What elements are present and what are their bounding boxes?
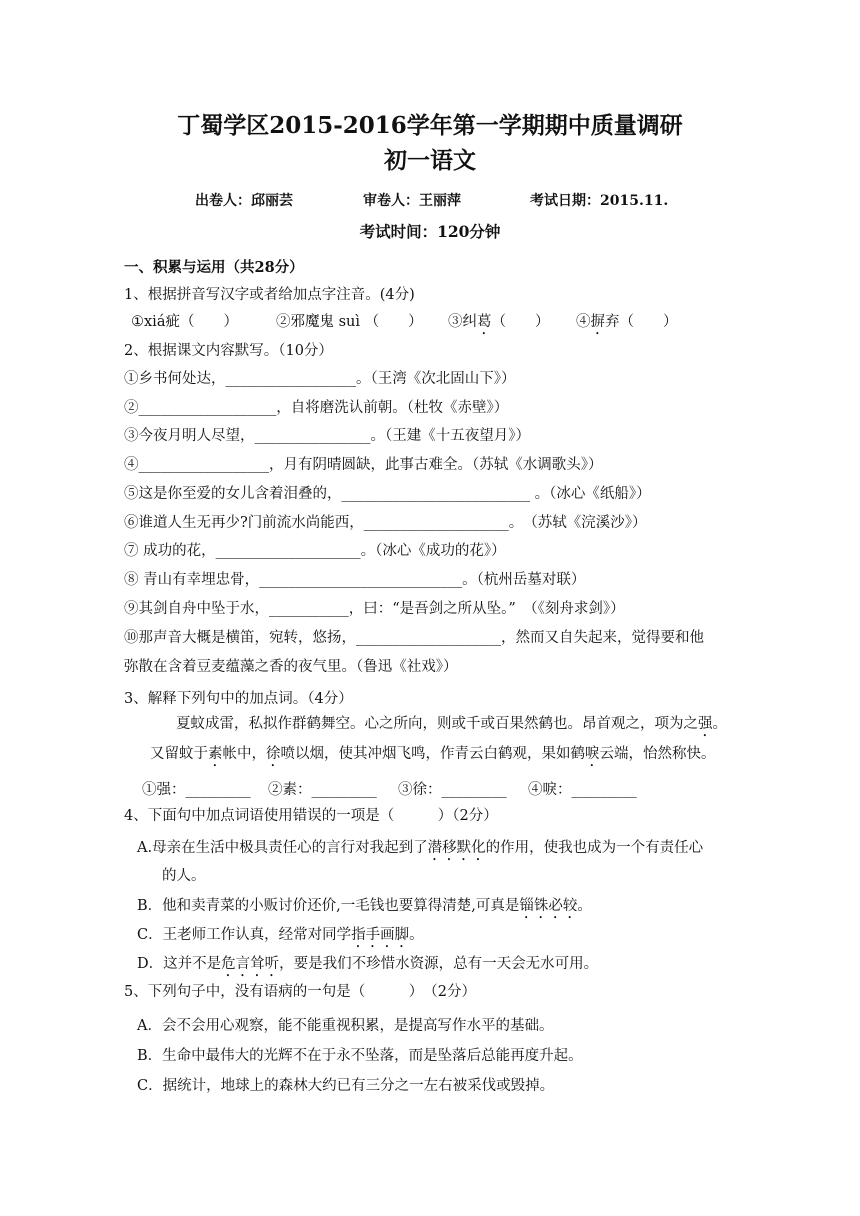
q3-answer-3: ③徐：_________ <box>398 782 507 798</box>
question-5-stem: 5、下列句子中，没有语病的一句是（ ） （2分） <box>124 984 476 1000</box>
q3-passage-line-1: 夏蚊成雷，私拟作群鹤舞空。心之所向，则或千或百果然鹤也。昂首观之，项为之强。 <box>176 716 727 732</box>
exam-subtitle: 初一语文 <box>384 147 476 174</box>
q4-option-a-cont: 的人。 <box>162 868 206 884</box>
q1-item-b: ②邪魔鬼 suì （ ） <box>276 314 423 330</box>
q4-option-a: A.母亲在生活中极具责任心的言行对我起到了潜移默化的作用，使我也成为一个有责任心 <box>137 840 704 856</box>
question-2-stem: 2、根据课文内容默写。（10分） <box>124 343 333 359</box>
exam-time: 考试时间：120分钟 <box>359 222 501 241</box>
q1-item-c: ③纠葛（ ） <box>448 314 550 330</box>
q3-answer-2: ②素：_________ <box>268 782 377 798</box>
q2-line-2: ②___________________，自将磨洗认前朝。（杜牧《赤壁》） <box>124 400 509 416</box>
q2-line-5: ⑤这是你至爱的女儿含着泪叠的，__________________________ 。（冰心《纸船》） <box>124 486 651 502</box>
q4-option-c: C．王老师工作认真，经常对同学指手画脚。 <box>137 927 424 943</box>
q2-line-10b: 弥散在含着豆麦蕴藻之香的夜气里。（鲁迅《社戏》） <box>124 659 458 675</box>
question-3-stem: 3、解释下列句中的加点词。（4分） <box>124 691 353 707</box>
question-4-stem: 4、下面句中加点词语使用错误的一项是（ ）（2分） <box>124 808 498 824</box>
q5-option-a: A．会不会用心观察，能不能重视积累，是提高写作水平的基础。 <box>137 1018 554 1034</box>
q5-option-c: C．据统计，地球上的森林大约已有三分之一左右被采伐或毁掉。 <box>137 1078 555 1094</box>
exam-title: 丁蜀学区2015-2016学年第一学期期中质量调研 <box>177 112 683 139</box>
q1-item-a: ①xiá疵（ ） <box>131 314 238 330</box>
section-heading: 一、积累与运用（共28分） <box>124 259 304 276</box>
q4-option-d: D．这并不是危言耸听，要是我们不珍惜水资源，总有一天会无水可用。 <box>137 956 599 972</box>
q4-option-b: B．他和卖青菜的小贩讨价还价,一毛钱也要算得清楚,可真是锱铢必较。 <box>137 898 592 914</box>
author-field: 出卷人：邱丽芸 <box>195 193 293 209</box>
q5-option-b: B．生命中最伟大的光辉不在于永不坠落，而是坠落后总能再度升起。 <box>137 1048 583 1064</box>
q3-answer-1: ①强：_________ <box>142 782 251 798</box>
q3-answer-4: ④唳：_________ <box>528 782 637 798</box>
q2-line-3: ③今夜月明人尽望，________________。（王建《十五夜望月》） <box>124 428 530 444</box>
q2-line-1: ①乡书何处达，__________________。（王湾《次北固山下》） <box>124 371 516 387</box>
reviewer-field: 审卷人：王丽萍 <box>363 193 461 209</box>
q3-passage-line-2: 又留蚊于素帐中，徐喷以烟，使其冲烟飞鸣，作青云白鹤观，果如鹤唳云端，怡然称快。 <box>150 746 716 762</box>
question-1-stem: 1、根据拼音写汉字或者给加点字注音。(4分) <box>124 287 415 303</box>
q2-line-7: ⑦ 成功的花，____________________。（冰心《成功的花》） <box>124 543 506 559</box>
q2-line-4: ④__________________，月有阴晴圆缺，此事古难全。（苏轼《水调歌头》） <box>124 457 603 473</box>
q2-line-10a: ⑩那声音大概是横笛，宛转，悠扬，____________________，然而又自失起来，觉得要和他 <box>124 630 704 646</box>
q2-line-6: ⑥谁道人生无再少?门前流水尚能西，____________________。 （苏轼《浣溪沙》） <box>124 515 647 531</box>
q2-line-9: ⑨其剑自舟中坠于水，___________，曰：“是吾剑之所从坠。” （《刻舟求剑》） <box>124 601 625 617</box>
date-field: 考试日期：2015.11. <box>530 193 669 209</box>
q1-item-d: ④摒弃（ ） <box>576 314 678 330</box>
q2-line-8: ⑧ 青山有幸埋忠骨，____________________________。（杭州岳墓对联） <box>124 572 586 588</box>
